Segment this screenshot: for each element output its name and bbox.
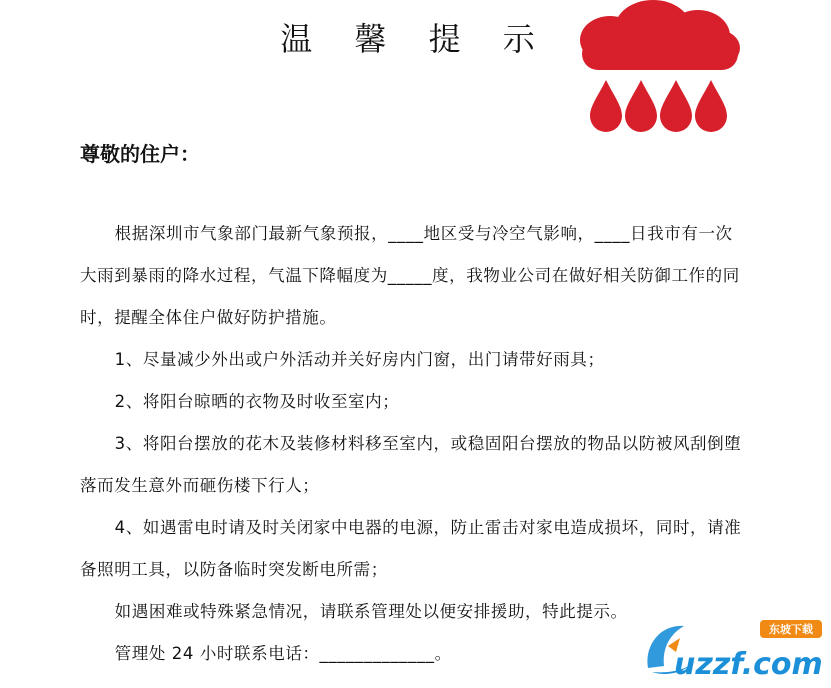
uzzf-watermark-logo — [640, 616, 826, 682]
notice-body — [80, 213, 748, 675]
intro-paragraph: 根据深圳市气象部门最新气象预报，____地区受与冷空气影响，____日我市有一次大雨到暴雨的降水过程，气温下降幅度为_____度，我物业公司在做好相关防御工作的同时，提醒全体住户做好防护措施。 — [80, 224, 740, 327]
salutation: 尊敬的住户： — [80, 142, 200, 166]
tip-item-2: 2、将阳台晾晒的衣物及时收至室内； — [114, 392, 400, 411]
watermark-brand-label: uzzf.com — [674, 647, 823, 682]
tip-item-3: 3、将阳台摆放的花木及装修材料移至室内，或稳固阳台摆放的物品以防被风刮倒堕落而发生意外而砸伤楼下行人； — [80, 434, 742, 495]
page-title: 温 馨 提 示 — [280, 20, 551, 58]
tip-item-4: 4、如遇雷电时请及时关闭家中电器的电源，防止雷击对家电造成损坏，同时，请准备照明工具，以防备临时突发断电所需； — [80, 518, 742, 579]
phone-line: 管理处 24 小时联系电话：_____________。 — [114, 644, 452, 663]
assistance-paragraph: 如遇困难或特殊紧急情况，请联系管理处以便安排援助，特此提示。 — [114, 602, 628, 621]
tip-item-1: 1、尽量减少外出或户外活动并关好房内门窗，出门请带好雨具； — [114, 350, 605, 369]
rain-cloud-icon — [568, 0, 748, 140]
watermark-sub-label: 东坡下载 — [769, 623, 813, 636]
